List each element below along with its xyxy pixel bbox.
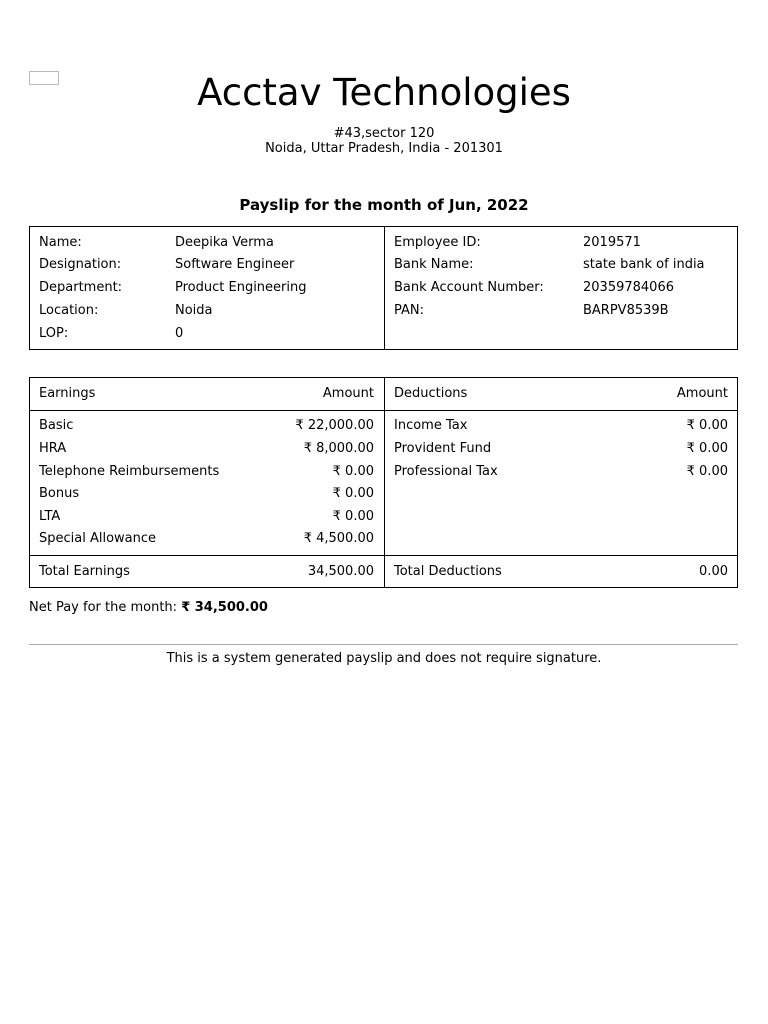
earning-label: Special Allowance (39, 531, 157, 546)
net-pay (29, 600, 268, 616)
total-deductions-amount: 0.00 (699, 564, 728, 579)
pan-value: BARPV8539B (583, 303, 669, 318)
earning-amount: ₹ 8,000.00 (303, 441, 374, 456)
earning-amount: ₹ 0.00 (332, 509, 374, 524)
company-name: Acctav Technologies (197, 71, 571, 114)
net-pay-amount: ₹ 34,500.00 (181, 600, 268, 615)
deduction-amount: ₹ 0.00 (686, 441, 728, 456)
company-address-line1: #43,sector 120 (333, 126, 435, 141)
company-address-line2: Noida, Uttar Pradesh, India - 201301 (265, 141, 503, 156)
employee-info-table (29, 226, 738, 350)
earning-label: Telephone Reimbursements (39, 464, 220, 479)
employee-id-label: Employee ID: (394, 235, 481, 250)
earning-amount: ₹ 0.00 (332, 486, 374, 501)
bank-account-value: 20359784066 (583, 280, 674, 295)
earnings-amount-header: Amount (322, 386, 374, 401)
header-divider (30, 410, 737, 411)
earning-amount: ₹ 4,500.00 (303, 531, 374, 546)
total-earnings-amount: 34,500.00 (307, 564, 374, 579)
earning-label: HRA (39, 441, 67, 456)
earnings-deductions-table (29, 377, 738, 588)
department-value: Product Engineering (175, 280, 307, 295)
total-divider (30, 555, 737, 556)
total-earnings-label: Total Earnings (39, 564, 130, 579)
name-label: Name: (39, 235, 82, 250)
deduction-amount: ₹ 0.00 (686, 418, 728, 433)
lop-label: LOP: (39, 326, 69, 341)
designation-value: Software Engineer (175, 257, 295, 272)
bank-name-value: state bank of india (583, 257, 705, 272)
location-value: Noida (175, 303, 213, 318)
earnings-header: Earnings (39, 386, 96, 401)
location-label: Location: (39, 303, 99, 318)
name-value: Deepika Verma (175, 235, 274, 250)
column-divider (384, 227, 385, 349)
deductions-header: Deductions (394, 386, 468, 401)
earning-label: Basic (39, 418, 74, 433)
deduction-label: Provident Fund (394, 441, 492, 456)
footer-divider (29, 644, 738, 645)
employee-id-value: 2019571 (583, 235, 641, 250)
department-label: Department: (39, 280, 123, 295)
earning-amount: ₹ 22,000.00 (295, 418, 374, 433)
pan-label: PAN: (394, 303, 425, 318)
earning-amount: ₹ 0.00 (332, 464, 374, 479)
bank-name-label: Bank Name: (394, 257, 474, 272)
footer-note: This is a system generated payslip and does not require signature. (166, 651, 602, 666)
designation-label: Designation: (39, 257, 122, 272)
earning-label: LTA (39, 509, 61, 524)
deductions-amount-header: Amount (676, 386, 728, 401)
earning-label: Bonus (39, 486, 80, 501)
deduction-amount: ₹ 0.00 (686, 464, 728, 479)
payslip-title: Payslip for the month of Jun, 2022 (239, 196, 529, 214)
lop-value: 0 (175, 326, 184, 341)
deduction-label: Professional Tax (394, 464, 498, 479)
deduction-label: Income Tax (394, 418, 468, 433)
net-pay-label: Net Pay for the month: (29, 600, 178, 615)
total-deductions-label: Total Deductions (394, 564, 502, 579)
bank-account-label: Bank Account Number: (394, 280, 544, 295)
